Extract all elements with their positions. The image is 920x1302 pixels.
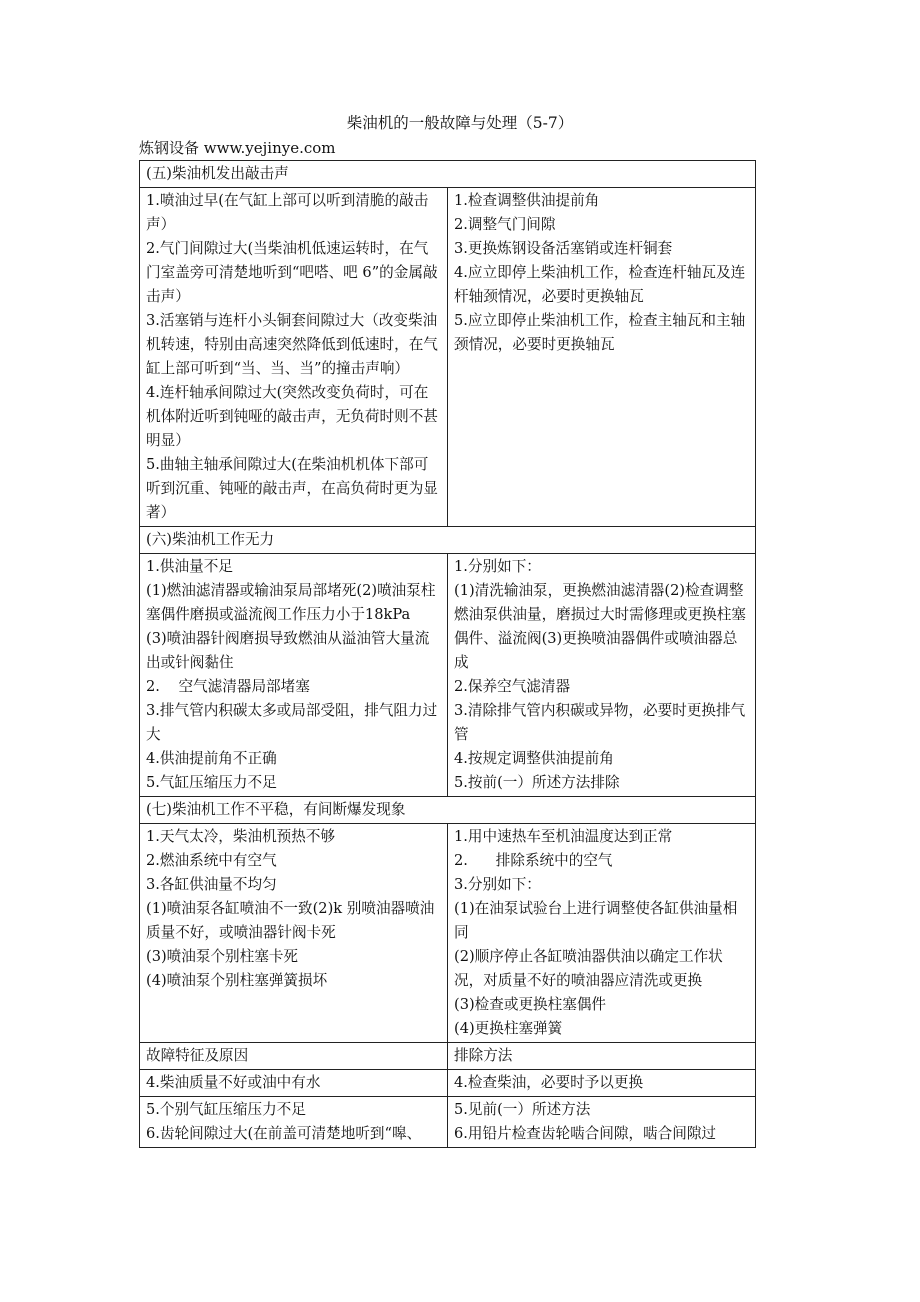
section-heading-7: (七)柴油机工作不平稳，有间断爆发现象 [140,797,756,824]
continued-remedy-cell [448,1097,756,1148]
remedy-item: 2.保养空气滤清器 [454,678,571,695]
continued-cause: 6.齿轮间隙过大(在前盖可清楚地听到“嗥、 [146,1125,422,1142]
continued-remedy: 4.检查柴油，必要时予以更换 [448,1070,756,1097]
remedy-item: 4.应立即停上柴油机工作，检查连杆轴瓦及连杆轴颈情况，必要时更换轴瓦 [454,264,746,305]
remedy-item: 5.按前(一）所述方法排除 [454,774,620,791]
cause-item: 1.供油量不足 [146,558,233,575]
cause-item: 3.各缸供油量不均匀 [146,876,277,893]
remedy-item: 4.按规定调整供油提前角 [454,750,614,767]
cause-item: 4.供油提前角不正确 [146,750,277,767]
cause-item: (1)燃油滤清器或输油泵局部堵死(2)喷油泵柱塞偶件磨损或溢流阀工作压力小于18kPa [146,582,436,623]
causes-cell-6 [140,554,448,797]
document-title: 柴油机的一般故障与处理（5-7） [346,114,574,132]
cause-item: 1.喷油过早(在气缸上部可以听到清脆的敲击声） [146,192,429,233]
cause-item: (3)喷油泵个别柱塞卡死 [146,948,299,965]
remedy-item: 1.检查调整供油提前角 [454,192,600,209]
continued-remedy: 6.用铅片检查齿轮啮合间隙，啮合间隙过 [454,1125,717,1142]
cause-item: (4)喷油泵个别柱塞弹簧损坏 [146,972,328,989]
remedy-column-header: 排除方法 [448,1043,756,1070]
remedy-item: (2)顺序停止各缸喷油器供油以确定工作状况，对质量不好的喷油器应清洗或更换 [454,948,723,989]
remedy-item: 1.用中速热车至机油温度达到正常 [454,828,673,845]
remedy-item: 3.分别如下： [454,876,541,893]
cause-column-header: 故障特征及原因 [140,1043,448,1070]
cause-item: 2. 空气滤清器局部堵塞 [146,678,310,695]
remedy-item: (1)在油泵试验台上进行调整使各缸供油量相同 [454,900,738,941]
remedy-item: 3.清除排气管内积碳或异物，必要时更换排气管 [454,702,746,743]
fault-table [139,160,756,1148]
causes-cell-7 [140,824,448,1043]
remedy-item: 3.更换炼钢设备活塞销或连杆铜套 [454,240,673,257]
causes-cell-5 [140,188,448,527]
cause-item: 3.排气管内积碳太多或局部受阻，排气阻力过大 [146,702,438,743]
cause-item: (1)喷油泵各缸喷油不一致(2)k 别喷油器喷油质量不好，或喷油器针阀卡死 [146,900,435,941]
remedy-item: (1)清洗输油泵，更换燃油滤清器(2)检查调整燃油泵供油量，磨损过大时需修理或更换柱塞偶件、溢流阀(3)更换喷油器偶件或喷油器总成 [454,582,746,671]
section-heading-6: (六)柴油机工作无力 [140,527,756,554]
cause-item: 2.气门间隙过大(当柴油机低速运转时，在气门室盖旁可清楚地听到“吧嗒、吧 6”的金属敲击声） [146,240,438,305]
continued-cause-cell [140,1097,448,1148]
cause-item: 5.气缸压缩压力不足 [146,774,277,791]
remedy-item: 1.分别如下： [454,558,541,575]
remedies-cell-7 [448,824,756,1043]
remedy-item: (4)更换柱塞弹簧 [454,1020,563,1037]
cause-item: (3)喷油器针阀磨损导致燃油从溢油管大量流出或针阀黏住 [146,630,430,671]
continued-cause: 5.个别气缸压缩压力不足 [146,1101,306,1118]
remedy-item: 2. 排除系统中的空气 [454,852,613,869]
remedy-item: 5.应立即停止柴油机工作，检查主轴瓦和主轴颈情况，必要时更换轴瓦 [454,312,746,353]
cause-item: 1.天气太冷，柴油机预热不够 [146,828,336,845]
cause-item: 3.活塞销与连杆小头铜套间隙过大（改变柴油机转速，特别由高速突然降低到低速时，在气缸上部可听到“当、当、当”的撞击声响） [146,312,438,377]
cause-item: 4.连杆轴承间隙过大(突然改变负荷时，可在机体附近听到钝哑的敲击声，无负荷时则不甚明显） [146,384,438,449]
remedy-item: (3)检查或更换柱塞偶件 [454,996,607,1013]
remedy-item: 2.调整气门间隙 [454,216,556,233]
remedies-cell-6 [448,554,756,797]
section-heading-5: (五)柴油机发出敲击声 [140,161,756,188]
continued-remedy: 5.见前(一）所述方法 [454,1101,591,1118]
document-subtitle: 炼钢设备 www.yejinye.com [139,139,336,157]
cause-item: 5.曲轴主轴承间隙过大(在柴油机机体下部可听到沉重、钝哑的敲击声，在高负荷时更为显著） [146,456,438,521]
cause-item: 2.燃油系统中有空气 [146,852,277,869]
remedies-cell-5 [448,188,756,527]
continued-cause: 4.柴油质量不好或油中有水 [140,1070,448,1097]
